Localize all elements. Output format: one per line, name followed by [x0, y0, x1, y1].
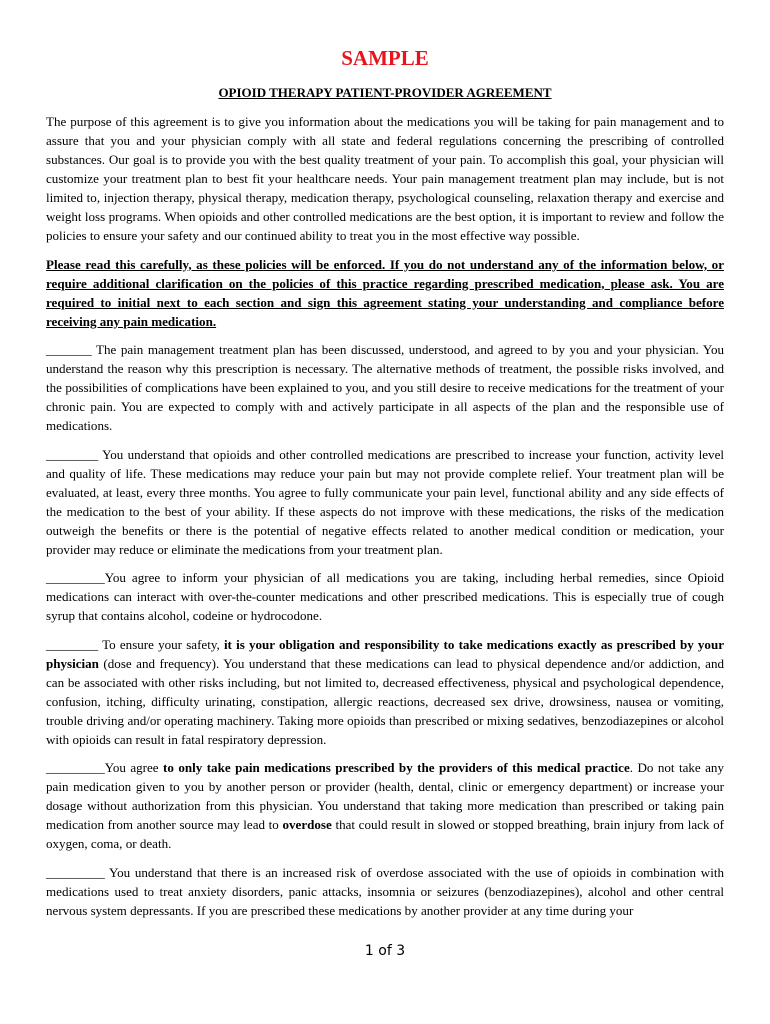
section-text: To ensure your safety, — [98, 636, 224, 652]
initial-blank: ________ — [46, 636, 99, 652]
section-bold-text: it is your obligation and responsibility to take medications exactly as prescribed by your physician — [46, 636, 724, 671]
section-text: (dose and frequency). You understand that these medications can lead to physical dependence and/or addiction, and can be associated with other risks including, but not limited to, decreased effectiveness, physical and psychological dependence, confusion, itching, difficulty urinating, constipation, allergic reactions, decreased sex drive, drowsiness, nausea or vomiting, trouble driving and/or operating machinery. Taking more opioids than prescribed or mixing sedatives, benzodiazepines or alcohol with opioids can result in fatal respiratory depression. — [46, 655, 724, 747]
initial-blank: _________ — [46, 760, 105, 775]
section-treatment-plan — [46, 340, 724, 435]
section-bold-text: to only take pain medications prescribed by the providers of this medical practice — [163, 760, 630, 775]
section-function-goals — [46, 445, 724, 559]
section-inform-medications — [46, 568, 724, 625]
initial-blank: _______ — [46, 342, 92, 357]
section-text: You understand that there is an increased risk of overdose associated with the use of opioids in combination with medications used to treat anxiety disorders, panic attacks, insomnia or seizures (benzodiazepines), alcohol and other central nervous system depressants. If you are prescribed these medications by another provider at any time during your — [46, 864, 724, 918]
section-text: You agree — [104, 760, 164, 775]
initial-blank: _________ — [46, 864, 105, 880]
section-text: You understand that opioids and other controlled medications are prescribed to increase your function, activity level and quality of life. These medications may reduce your pain but may not provide complete relief. Your treatment plan will be evaluated, at least, every three months. You agree to fully communicate your pain level, functional ability and any side effects of the medication to the best of your ability. If these aspects do not improve with these medications, the risks of the medication outweigh the benefits or there is the potential of negative effects related to another medical condition or medication, your provider may reduce or eliminate the medications from your treatment plan. — [46, 446, 724, 557]
section-safety-obligation — [46, 635, 724, 749]
warning-paragraph: Please read this carefully, as these policies will be enforced. If you do not understand any of the information below, or require additional clarification on the policies of this practice regarding prescribed medication, please ask. You are required to initial next to each section and sign this agreement stating your understanding and compliance before receiving any pain medication. — [46, 256, 724, 329]
document-title: OPIOID THERAPY PATIENT-PROVIDER AGREEMENT — [218, 85, 552, 100]
sample-watermark: SAMPLE — [341, 46, 429, 70]
section-text: . Do not take any pain medication given to you by another person or provider (health, dental, clinic or emergency department) or increase your dosage without authorization from this physician. You understand that taking more medication than prescribed or taking pain medication from another source may lead to — [46, 760, 724, 832]
section-text: You agree to inform your physician of all medications you are taking, including herbal remedies, since Opioid medications can interact with over-the-counter medications and other prescribed medications. This is especially true of cough syrup that contains alcohol, codeine or hydrocodone. — [46, 570, 724, 623]
agreement-body — [46, 112, 724, 929]
section-single-prescriber — [46, 758, 724, 853]
intro-paragraph: The purpose of this agreement is to give you information about the medications you will be taking for pain management and to assure that you and your physician comply with all state and federal regulations concerning the prescribing of controlled substances. Our goal is to provide you with the best quality treatment of your pain. To accomplish this goal, your physician will customize your treatment plan to best fit your healthcare needs. Your pain management treatment plan may include, but is not limited to, injection therapy, physical therapy, medication therapy, psychological counseling, relaxation therapy and exercise and weight loss programs. When opioids and other controlled medications are the best option, it is important to review and follow the policies to ensure your safety and our continued ability to treat you in the most effective way possible. — [46, 114, 724, 243]
section-text: that could result in slowed or stopped breathing, brain injury from lack of oxygen, coma, or death. — [46, 817, 724, 851]
initial-blank: _________ — [46, 570, 105, 585]
initial-blank: ________ — [46, 446, 99, 462]
page-number: 1 of 3 — [364, 943, 406, 959]
section-text: The pain management treatment plan has been discussed, understood, and agreed to by you and your physician. You understand the reason why this prescription is necessary. The alternative methods of treatment, the possible risks involved, and the possibilities of complications have been explained to you, and you still desire to receive medications for the treatment of your chronic pain. You are expected to comply with and actively participate in all aspects of the plan and the responsible use of medications. — [46, 342, 724, 433]
section-overdose-risk — [46, 863, 724, 920]
section-bold-text: overdose — [282, 817, 332, 832]
